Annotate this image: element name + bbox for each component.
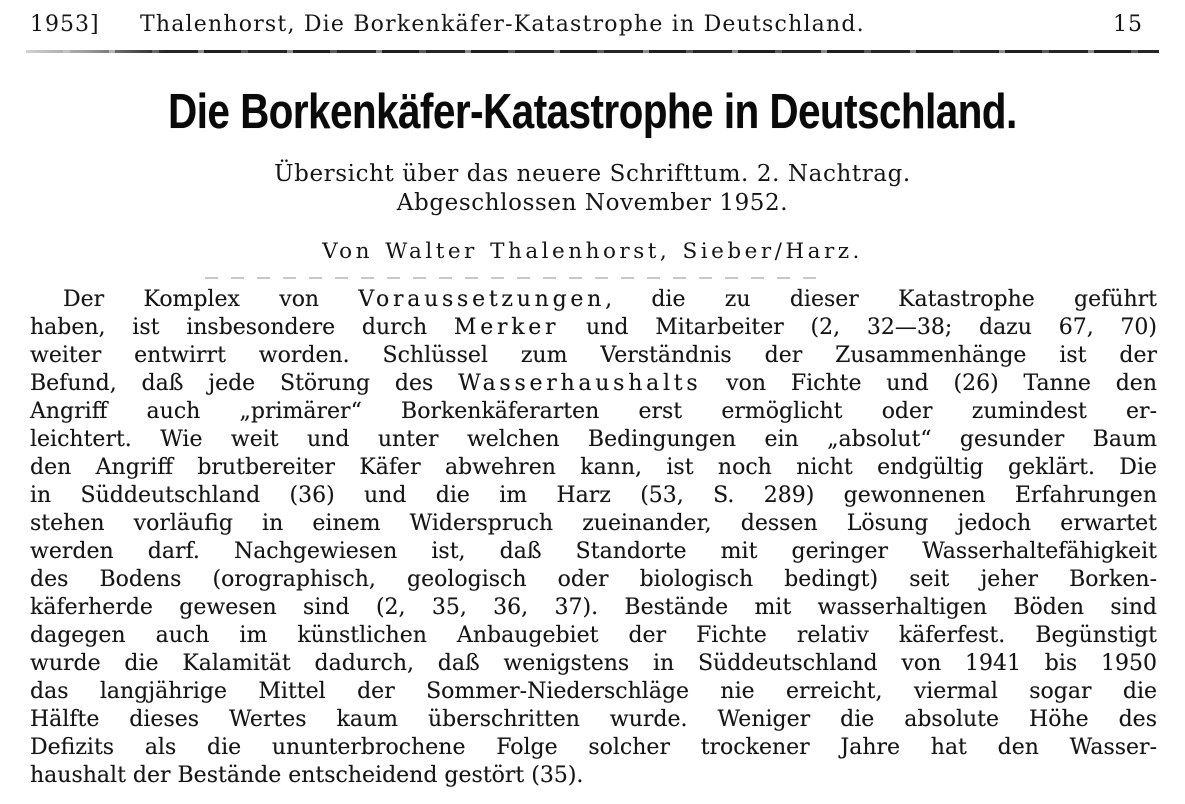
paragraph-line bbox=[30, 594, 1157, 622]
article-paragraph bbox=[30, 286, 1157, 790]
text-segment: Angriff auch „primärer“ Borkenkäferarten erst ermöglicht oder zumindest er- bbox=[30, 399, 1157, 424]
paragraph-line bbox=[30, 426, 1157, 454]
paragraph-line bbox=[30, 342, 1157, 370]
paragraph-line bbox=[30, 706, 1157, 734]
paragraph-line bbox=[30, 678, 1157, 706]
letterspaced-term: Voraussetzungen bbox=[358, 287, 606, 312]
text-segment: Hälfte dieses Wertes kaum überschritten wurde. Weniger die absolute Höhe des bbox=[30, 707, 1157, 732]
article-title: Die Borkenkäfer-Katastrophe in Deutschland. bbox=[168, 85, 1017, 139]
text-segment: das langjährige Mittel der Sommer-Niederschläge nie erreicht, viermal sogar die bbox=[30, 679, 1157, 704]
paragraph-line bbox=[30, 566, 1157, 594]
running-title: Thalenhorst, Die Borkenkäfer-Katastrophe in Deutschland. bbox=[140, 12, 865, 37]
header-rule bbox=[26, 50, 1159, 53]
subtitle-line-2: Abgeschlossen November 1952. bbox=[396, 190, 789, 216]
paragraph-line bbox=[30, 622, 1157, 650]
subtitle bbox=[0, 160, 1185, 218]
header-year: 1953] bbox=[30, 12, 100, 37]
paragraph-line bbox=[30, 762, 1157, 790]
text-segment: werden darf. Nachgewiesen ist, daß Standorte mit geringer Wasserhaltefähigkeit bbox=[30, 539, 1157, 564]
text-segment: wurde die Kalamität dadurch, daß wenigstens in Süddeutschland von 1941 bis 1950 bbox=[30, 651, 1157, 676]
text-segment: von Fichte und (26) Tanne den bbox=[701, 371, 1157, 396]
text-segment: des Bodens (orographisch, geologisch oder biologisch bedingt) seit jeher Borken- bbox=[30, 567, 1157, 592]
paragraph-line bbox=[30, 454, 1157, 482]
byline: Von Walter Thalenhorst, Sieber/Harz. bbox=[322, 239, 863, 264]
paragraph-line bbox=[30, 538, 1157, 566]
text-segment: dagegen auch im künstlichen Anbaugebiet der Fichte relativ käferfest. Begünstigt bbox=[30, 623, 1157, 648]
paragraph-line bbox=[30, 286, 1157, 314]
paragraph-line bbox=[30, 314, 1157, 342]
text-segment: , die zu dieser Katastrophe geführt bbox=[605, 287, 1158, 312]
paragraph-line bbox=[30, 510, 1157, 538]
letterspaced-term: Merker bbox=[453, 315, 560, 340]
paragraph-line bbox=[30, 650, 1157, 678]
text-segment: leichtert. Wie weit und unter welchen Bedingungen ein „absolut“ gesunder Baum bbox=[30, 427, 1157, 452]
text-segment: Der Komplex von bbox=[63, 287, 359, 312]
text-segment: den Angriff brutbereiter Käfer abwehren kann, ist noch nicht endgültig geklärt. Die bbox=[30, 455, 1157, 480]
text-segment: Defizits als die ununterbrochene Folge solcher trockener Jahre hat den Wasser- bbox=[30, 735, 1157, 760]
scan-artifact-line bbox=[205, 277, 820, 279]
text-segment: stehen vorläufig in einem Widerspruch zueinander, dessen Lösung jedoch erwartet bbox=[30, 511, 1157, 536]
text-segment: in Süddeutschland (36) und die im Harz (53, S. 289) gewonnenen Erfahrungen bbox=[30, 483, 1157, 508]
letterspaced-term: Wasserhaushalts bbox=[458, 371, 702, 396]
text-segment: haushalt der Bestände entscheidend gestört (35). bbox=[30, 763, 584, 788]
text-segment: und Mitarbeiter (2, 32—38; dazu 67, 70) bbox=[559, 315, 1158, 340]
paragraph-line bbox=[30, 370, 1157, 398]
text-segment: Befund, daß jede Störung des bbox=[30, 371, 459, 396]
page-number: 15 bbox=[1113, 12, 1143, 37]
subtitle-line-1: Übersicht über das neuere Schrifttum. 2. Nachtrag. bbox=[274, 161, 911, 187]
paragraph-line bbox=[30, 398, 1157, 426]
paragraph-line bbox=[30, 734, 1157, 762]
paragraph-line bbox=[30, 482, 1157, 510]
text-segment: käferherde gewesen sind (2, 35, 36, 37). Bestände mit wasserhaltigen Böden sind bbox=[30, 595, 1157, 620]
title-row bbox=[0, 84, 1185, 140]
text-segment: weiter entwirrt worden. Schlüssel zum Verständnis der Zusammenhänge ist der bbox=[30, 343, 1157, 368]
text-segment: haben, ist insbesondere durch bbox=[30, 315, 454, 340]
